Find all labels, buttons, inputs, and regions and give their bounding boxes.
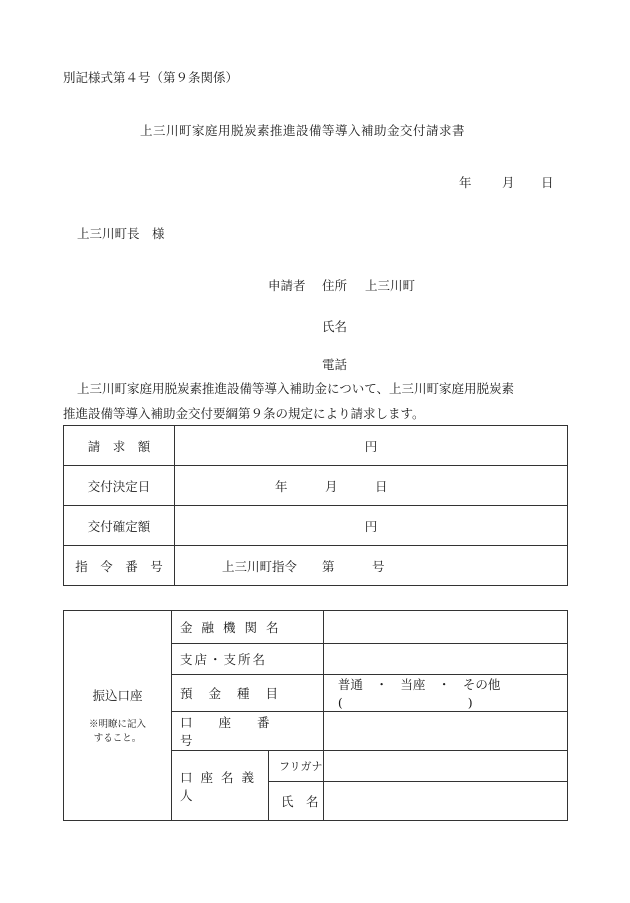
deposit-type-label: 預金種目 [172, 675, 324, 712]
body-text-line1: 上三川町家庭用脱炭素推進設備等導入補助金について、上三川町家庭用脱炭素 [77, 381, 515, 396]
date-year: 年 [459, 175, 472, 190]
address-value: 上三川町 [365, 278, 416, 293]
bank-name-field[interactable] [323, 611, 567, 644]
transfer-account-label: 振込口座 [92, 687, 143, 703]
date-day: 日 [541, 175, 554, 190]
table-row [64, 546, 568, 586]
phone-label: 電話 [322, 357, 348, 372]
address-label: 住所 [322, 278, 348, 293]
form-number: 別記様式第４号（第９条関係） [63, 70, 239, 85]
clarity-note-line2: すること。 [93, 732, 142, 744]
decision-date-label: 交付決定日 [64, 466, 175, 506]
account-holder-label: 口座名義人 [172, 751, 269, 821]
holder-name-field[interactable] [323, 782, 567, 821]
addressee: 上三川町長 様 [77, 226, 165, 241]
confirmed-amount-field[interactable]: 円 [175, 506, 568, 546]
order-number-field[interactable]: 上三川町指令 第 号 [175, 546, 568, 586]
table-row [64, 506, 568, 546]
branch-name-label: 支店・支所名 [172, 644, 324, 675]
furigana-field[interactable] [323, 751, 567, 782]
branch-name-field[interactable] [323, 644, 567, 675]
clarity-note [64, 718, 171, 746]
deposit-type-options[interactable]: 普通 ・ 当座 ・ その他( ) [323, 675, 567, 712]
bank-name-label: 金融機関名 [172, 611, 324, 644]
summary-table [63, 425, 568, 586]
account-number-field[interactable] [323, 712, 567, 751]
date-month: 月 [502, 175, 515, 190]
body-text-line2: 推進設備等導入補助金交付要綱第９条の規定により請求します。 [63, 406, 425, 421]
furigana-label: フリガナ [269, 751, 324, 782]
order-number-label: 指 令 番 号 [64, 546, 175, 586]
document-title: 上三川町家庭用脱炭素推進設備等導入補助金交付請求書 [140, 123, 466, 138]
applicant-label: 申請者 [268, 278, 306, 293]
clarity-note-line1: ※明瞭に記入 [88, 718, 146, 730]
account-number-label: 口座番号 [172, 712, 324, 751]
table-row [64, 611, 568, 644]
transfer-account-section [64, 611, 172, 821]
confirmed-amount-label: 交付確定額 [64, 506, 175, 546]
request-amount-field[interactable]: 円 [175, 426, 568, 466]
bank-account-table [63, 610, 568, 821]
table-row [64, 466, 568, 506]
name-label: 氏名 [322, 319, 348, 334]
decision-date-field[interactable]: 年 月 日 [175, 466, 568, 506]
holder-name-label: 氏 名 [269, 782, 324, 821]
table-row [64, 426, 568, 466]
request-amount-label: 請 求 額 [64, 426, 175, 466]
